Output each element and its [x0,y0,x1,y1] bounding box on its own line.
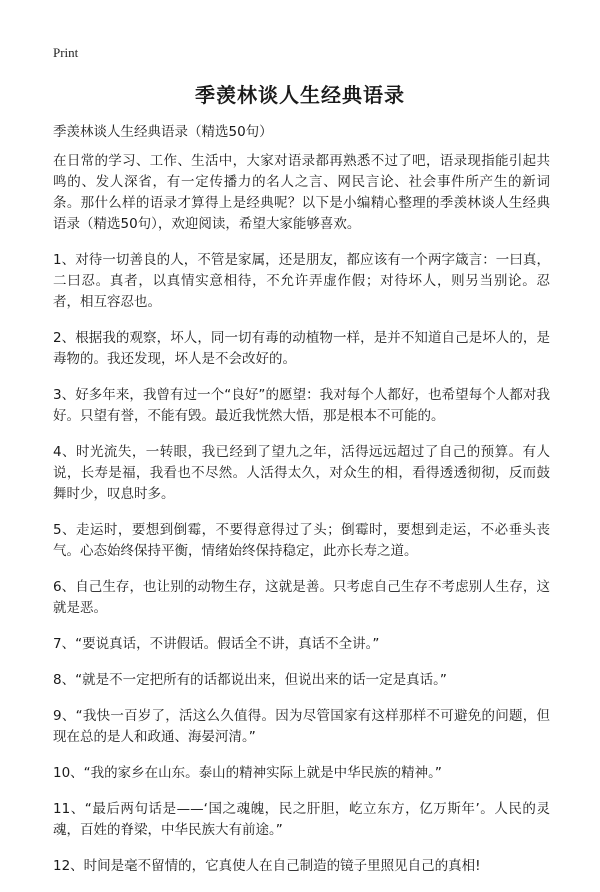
quote-paragraph: 9、“我快一百岁了，活这么久值得。因为尽管国家有这样那样不可避免的问题，但现在总的是人和政通、海晏河清。” [53,708,550,745]
article-body [53,151,550,892]
quote-paragraph: 7、“要说真话，不讲假话。假话全不讲，真话不全讲。” [53,636,380,652]
quote-paragraph: 5、走运时，要想到倒霉，不要得意得过了头；倒霉时，要想到走运，不必垂头丧气。心态始终保持平衡，情绪始终保持稳定，此亦长寿之道。 [53,522,550,559]
quote-paragraph: 8、“就是不一定把所有的话都说出来，但说出来的话一定是真话。” [53,672,447,688]
quote-paragraph: 2、根据我的观察，坏人，同一切有毒的动植物一样，是并不知道自己是坏人的，是毒物的。我还发现，坏人是不会改好的。 [53,330,550,367]
quote-paragraph: 1、对待一切善良的人，不管是家属，还是朋友，都应该有一个两字箴言：一曰真，二曰忍。真者，以真情实意相待，不允许弄虚作假；对待坏人，则另当别论。忍者，相互容忍也。 [53,252,550,310]
quote-paragraph: 12、时间是毫不留情的，它真使人在自己制造的镜子里照见自己的真相! [53,858,481,874]
intro-paragraph: 在日常的学习、工作、生活中，大家对语录都再熟悉不过了吧，语录现指能引起共鸣的、发人深省，有一定传播力的名人之言、网民言论、社会事件所产生的新词条。那什么样的语录才算得上是经典呢？以下是小编精心整理的季羡林谈人生经典语录（精选50句），欢迎阅读，希望大家能够喜欢。 [53,153,550,232]
quote-paragraph: 3、好多年来，我曾有过一个“良好”的愿望：我对每个人都好，也希望每个人都对我好。只望有誉，不能有毁。最近我恍然大悟，那是根本不可能的。 [53,387,550,424]
subtitle: 季羡林谈人生经典语录（精选50句） [53,124,273,140]
quote-paragraph: 10、“我的家乡在山东。泰山的精神实际上就是中华民族的精神。” [53,765,442,781]
quote-paragraph: 11、“最后两句话是——‘国之魂魄，民之肝胆，屹立东方，亿万斯年’。人民的灵魂，百姓的脊梁，中华民族大有前途。” [53,801,550,838]
print-link[interactable]: Print [53,45,79,60]
quote-paragraph: 4、时光流失，一转眼，我已经到了望九之年，活得远远超过了自己的预算。有人说，长寿是福，我看也不尽然。人活得太久，对众生的相，看得透透彻彻，反而鼓舞时少，叹息时多。 [53,444,550,502]
page-title: 季羡林谈人生经典语录 [195,83,405,107]
quote-paragraph: 6、自己生存，也让别的动物生存，这就是善。只考虑自己生存不考虑别人生存，这就是恶。 [53,579,550,616]
